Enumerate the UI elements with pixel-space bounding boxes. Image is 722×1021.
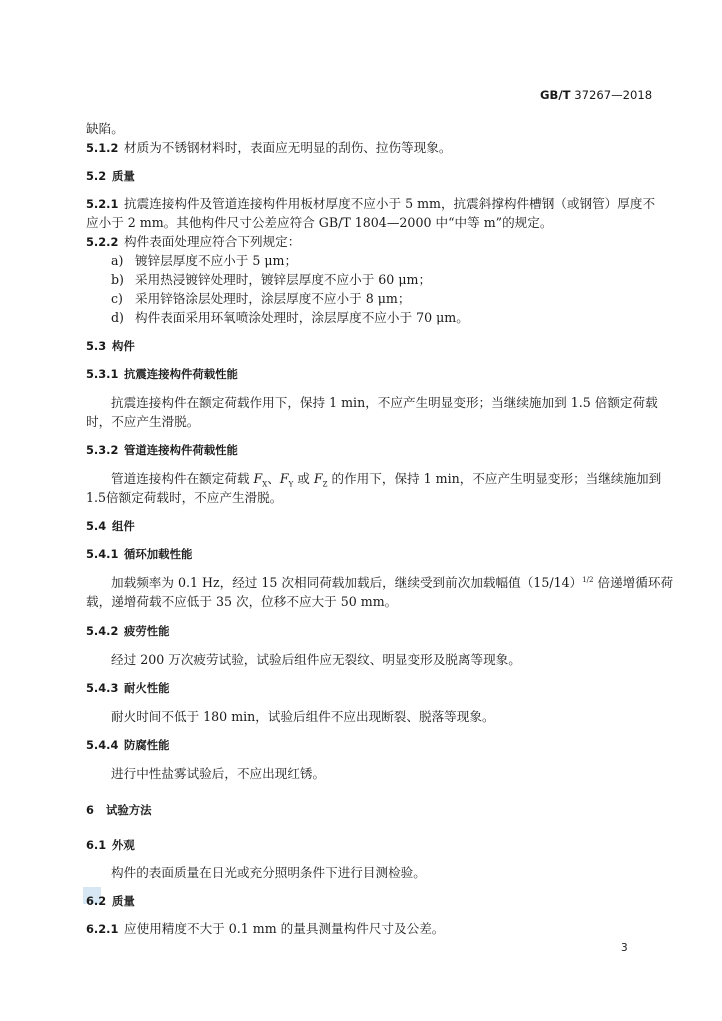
clause-5-1-2: 5.1.2 材质为不锈钢材料时，表面应无明显的刮伤、拉伤等现象。 [86,140,452,155]
heading-5-3-2: 5.3.2 管道连接构件荷载性能 [86,443,238,457]
para-continuation: 缺陷。 [86,121,124,136]
clause-5-2-1: 5.2.1 抗震连接构件及管道连接构件用板材厚度不应小于 5 mm，抗震斜撑构件槽钢（或钢管）厚度不 [86,196,656,211]
heading-5-4-2: 5.4.2 疲劳性能 [86,624,170,638]
list-item-d: d) 构件表面采用环氧喷涂处理时，涂层厚度不应小于 70 μm。 [111,310,469,325]
list-item-a: a) 镀锌层厚度不应小于 5 μm； [111,253,298,268]
heading-5-3-1: 5.3.1 抗震连接构件荷载性能 [86,367,238,381]
page-number: 3 [621,942,628,954]
list-item-b: b) 采用热浸镀锌处理时，镀锌层厚度不应小于 60 μm； [111,272,432,287]
load-f-y: F [279,471,289,486]
heading-5-4-4: 5.4.4 防腐性能 [86,738,170,752]
heading-6-2: 6.2 质量 [86,894,135,908]
standard-number: 37267—2018 [574,88,653,102]
list-item-c: c) 采用锌铬涂层处理时，涂层厚度不应小于 8 μm； [111,291,411,306]
load-f-z: F [313,471,323,486]
para-5-4-1-cont: 载，递增荷载不应低于 35 次，位移不应大于 50 mm。 [86,594,398,609]
para-5-3-1-cont: 时，不应产生滑脱。 [86,414,200,429]
para-5-3-2: 管道连接构件在额定荷载 $F_X$、$F_Y$ 或 $F_Z$ 的作用下，保持 1 min，不应产生明显变形；当继续施加到 [111,471,662,489]
standard-code: GB/T [540,88,571,102]
clause-5-2-1-cont: 应小于 2 mm。其他构件尺寸公差应符合 GB/T 1804—2000 中“中等 m”的规定。 [86,215,553,230]
para-5-3-1: 抗震连接构件在额定荷载作用下，保持 1 min，不应产生明显变形；当继续施加到 1.5 倍额定荷载 [111,395,658,410]
heading-5-4: 5.4 组件 [86,519,135,533]
para-5-3-2-cont: 1.5倍额定荷载时，不应产生滑脱。 [86,490,283,505]
heading-5-4-3: 5.4.3 耐火性能 [86,681,170,695]
para-5-4-3: 耐火时间不低于 180 min，试验后组件不应出现断裂、脱落等现象。 [111,709,495,724]
clause-6-2-1: 6.2.1 应使用精度不大于 0.1 mm 的量具测量构件尺寸及公差。 [86,921,445,936]
heading-6-1: 6.1 外观 [86,838,135,852]
clause-5-2-2: 5.2.2 构件表面处理应符合下列规定： [86,234,301,249]
para-6-1: 构件的表面质量在日光或充分照明条件下进行目测检验。 [111,865,426,880]
heading-6: 6 试验方法 [86,803,152,817]
standard-header [540,88,652,102]
heading-5-3: 5.3 构件 [86,339,135,353]
para-5-4-1: 加载频率为 0.1 Hz，经过 15 次相同荷载加载后，继续受到前次加载幅值$(15/14)^{1/2}$ 倍递增循环荷 [111,575,674,590]
para-5-4-2: 经过 200 万次疲劳试验，试验后组件应无裂纹、明显变形及脱离等现象。 [111,652,521,667]
heading-5-4-1: 5.4.1 循环加载性能 [86,547,193,561]
heading-5-2: 5.2 质量 [86,169,135,183]
para-5-4-4: 进行中性盐雾试验后，不应出现红锈。 [111,766,326,781]
